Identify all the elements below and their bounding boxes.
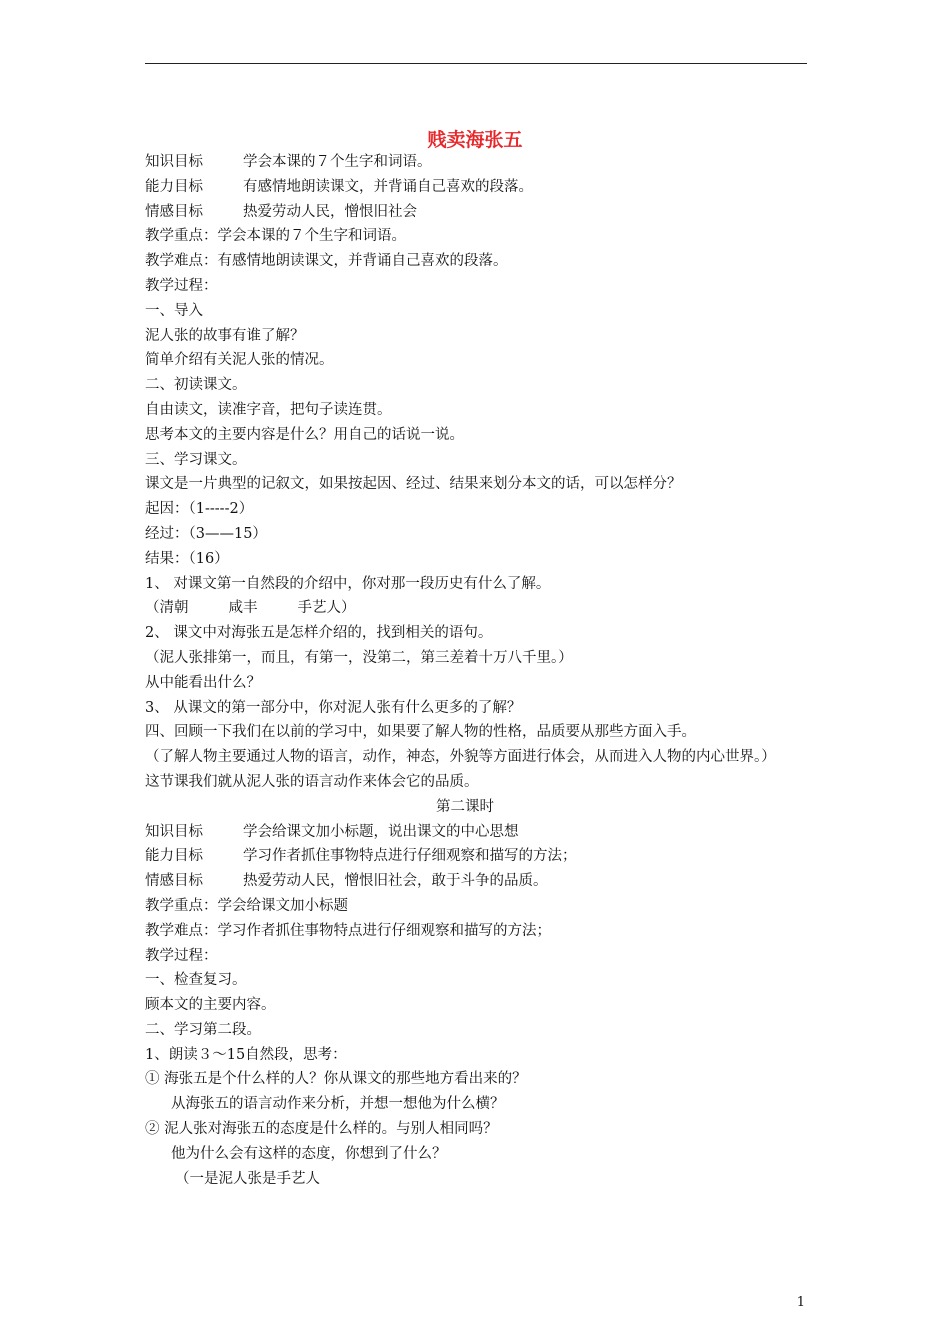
header-rule [145,63,807,64]
question: 2、 课文中对海张五是怎样介绍的，找到相关的语句。 [145,625,493,642]
question: 3、 从课文的第一部分中，你对泥人张有什么更多的了解？ [145,699,522,716]
teaching-key: 教学重点：学会本课的７个生字和词语。 [145,228,406,245]
paragraph: （一是泥人张是手艺人 [175,1170,320,1187]
goal-knowledge: 知识目标 学会给课文加小标题，说出课文的中心思想 [145,823,519,840]
paragraph: （了解人物主要通过人物的语言，动作，神态，外貌等方面进行体会，从而进入人物的内心世界。） [145,749,776,766]
section-heading: 四、回顾一下我们在以前的学习中，如果要了解人物的性格，品质要从那些方面入手。 [145,724,696,741]
question: ① 海张五是个什么样的人？你从课文的那些地方看出来的？ [145,1071,527,1088]
answer: （清朝 咸丰 手艺人） [145,600,356,617]
teaching-process: 教学过程： [145,947,218,964]
goal-knowledge: 知识目标 学会本课的７个生字和词语。 [145,154,432,170]
teaching-process: 教学过程： [145,277,218,294]
goal-ability: 能力目标 有感情地朗读课文，并背诵自己喜欢的段落。 [145,178,533,195]
document-body [145,150,815,1191]
section-heading: 三、学习课文。 [145,451,247,468]
paragraph: 从中能看出什么？ [145,674,261,691]
section-heading: 二、初读课文。 [145,377,247,394]
paragraph: 这节课我们就从泥人张的语言动作来体会它的品质。 [145,773,479,790]
paragraph: 思考本文的主要内容是什么？用自己的话说一说。 [145,426,464,443]
question: 1、 对课文第一自然段的介绍中，你对那一段历史有什么了解。 [145,575,551,592]
paragraph: 从海张五的语言动作来分析，并想一想他为什么横？ [171,1096,505,1113]
paragraph: 经过：（3——15） [145,525,267,542]
teaching-key: 教学重点：学会给课文加小标题 [145,897,348,914]
document-title: 贱卖海张五 [427,129,523,151]
goal-emotion: 情感目标 热爱劳动人民，憎恨旧社会，敢于斗争的品质。 [145,873,548,890]
paragraph: 他为什么会有这样的态度，你想到了什么？ [171,1145,447,1162]
lesson-heading: 第二课时 [436,798,494,815]
paragraph: 结果：（16） [145,550,229,567]
teaching-difficulty: 教学难点：有感情地朗读课文，并背诵自己喜欢的段落。 [145,253,508,270]
section-heading: 一、导入 [145,302,203,319]
section-heading: 一、检查复习。 [145,972,247,989]
question: ② 泥人张对海张五的态度是什么样的。与别人相同吗？ [145,1121,498,1138]
paragraph: 起因：（1-----2） [145,501,254,518]
paragraph: 自由读文，读准字音，把句子读连贯。 [145,401,392,418]
paragraph: 1、朗读３～15自然段，思考： [145,1046,347,1063]
paragraph: 顾本文的主要内容。 [145,997,276,1014]
paragraph: 简单介绍有关泥人张的情况。 [145,352,334,369]
page-number: 1 [796,1295,805,1310]
paragraph: 课文是一片典型的记叙文，如果按起因、经过、结果来划分本文的话，可以怎样分？ [145,476,682,493]
goal-emotion: 情感目标 热爱劳动人民，憎恨旧社会 [145,203,417,220]
section-heading: 二、学习第二段。 [145,1021,261,1038]
paragraph: 泥人张的故事有谁了解？ [145,327,305,344]
answer: （泥人张排第一，而且，有第一，没第二，第三差着十万八千里。） [145,649,573,666]
goal-ability: 能力目标 学习作者抓住事物特点进行仔细观察和描写的方法； [145,848,577,865]
teaching-difficulty: 教学难点：学习作者抓住事物特点进行仔细观察和描写的方法； [145,922,551,939]
